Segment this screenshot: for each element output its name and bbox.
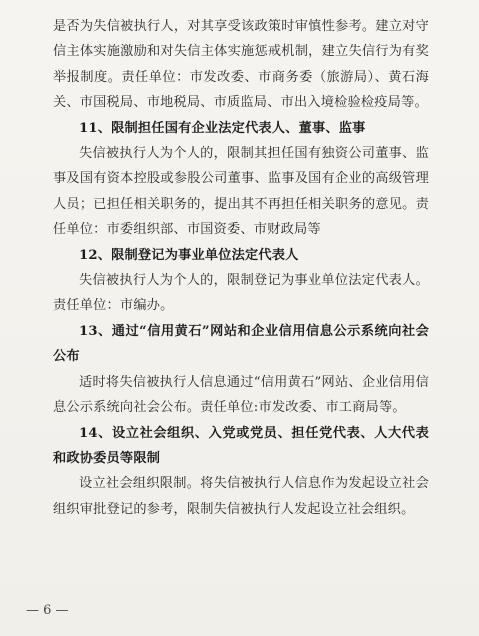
paragraph-11: 失信被执行人为个人的，限制其担任国有独资公司董事、监事及国有资本控股或参股公司董事、监事及国有企业的高级管理人员；已担任相关职务的，提出其不再担任相关职务的意见。责任单位：市委组织部、市国资委、市财政局等 <box>53 146 429 238</box>
heading-12: 12、限制登记为事业单位法定代表人 <box>79 247 299 263</box>
page-number: — 6 — <box>26 603 69 618</box>
paragraph-continuation: 是否为失信被执行人，对其享受该政策时审慎性参考。建立对守信主体实施激励和对失信主体实施惩戒机制，建立失信行为有奖举报制度。责任单位：市发改委、市商务委（旅游局）、黄石海关、市国税局、市地税局、市质监局、市出入境检验检疫局等。 <box>53 19 429 111</box>
heading-13: 13、通过“信用黄石”网站和企业信用信息公示系统向社会公布 <box>53 323 429 365</box>
paragraph-13: 适时将失信被执行人信息通过“信用黄石”网站、企业信用信息公示系统向社会公布。责任单位:市发改委、市工商局等。 <box>53 374 429 416</box>
heading-14: 14、设立社会组织、入党或党员、担任党代表、人大代表和政协委员等限制 <box>53 425 429 466</box>
document-body <box>53 14 429 522</box>
heading-11: 11、限制担任国有企业法定代表人、董事、监事 <box>79 120 366 136</box>
paragraph-14: 设立社会组织限制。将失信被执行人信息作为发起设立社会组织审批登记的参考，限制失信被执行人发起设立社会组织。 <box>53 476 429 517</box>
paragraph-12: 失信被执行人为个人的，限制登记为事业单位法定代表人。责任单位：市编办。 <box>53 273 429 314</box>
